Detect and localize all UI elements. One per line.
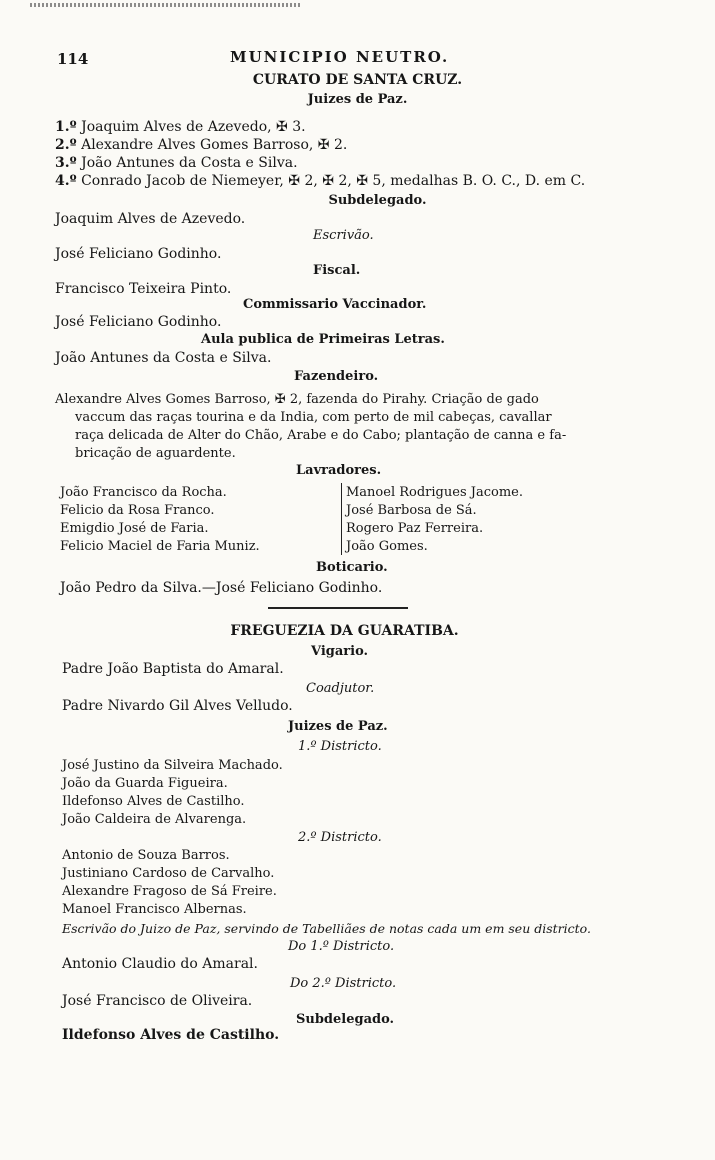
- running-title: MUNICIPIO NEUTRO.: [230, 48, 450, 66]
- page-number: 114: [57, 50, 89, 68]
- juiz-number: 2.º: [55, 137, 77, 153]
- distrito1-juiz-3: Ildefonso Alves de Castilho.: [62, 794, 245, 809]
- heading-escrivao: Escrivão.: [313, 228, 374, 243]
- lavrador-right-1: Manoel Rodrigues Jacome.: [346, 485, 523, 500]
- distrito2-juiz-2: Justiniano Cardoso de Carvalho.: [62, 866, 275, 881]
- heading-boticario: Boticario.: [316, 560, 388, 575]
- do1-name: Antonio Claudio do Amaral.: [62, 956, 258, 972]
- heading-commissario: Commissario Vaccinador.: [243, 297, 427, 312]
- juiz-name: João Antunes da Costa e Silva.: [81, 155, 298, 171]
- section-separator: [268, 607, 408, 609]
- heading-distrito-2: 2.º Districto.: [298, 830, 382, 845]
- subdelegado-guaratiba-name: Ildefonso Alves de Castilho.: [62, 1027, 280, 1043]
- commissario-name: José Feliciano Godinho.: [55, 314, 222, 330]
- lavrador-right-2: José Barbosa de Sá.: [346, 503, 477, 518]
- heading-coadjutor: Coadjutor.: [306, 681, 375, 696]
- lavrador-left-3: Emigdio José de Faria.: [60, 521, 209, 536]
- heading-aula-publica: Aula publica de Primeiras Letras.: [201, 332, 445, 347]
- heading-subdelegado-guaratiba: Subdelegado.: [296, 1012, 395, 1027]
- distrito1-juiz-1: José Justino da Silveira Machado.: [62, 758, 283, 773]
- juiz-name: Conrado Jacob de Niemeyer, ✠ 2, ✠ 2, ✠ 5, medalhas B. O. C., D. em C.: [81, 173, 586, 189]
- heading-vigario: Vigario.: [311, 644, 369, 659]
- distrito2-juiz-1: Antonio de Souza Barros.: [62, 848, 230, 863]
- juiz-entry-1: [55, 118, 306, 136]
- subdelegado-name: Joaquim Alves de Azevedo.: [55, 211, 246, 227]
- page-top-border: [30, 3, 300, 7]
- juiz-entry-2: [55, 136, 347, 154]
- fiscal-name: Francisco Teixeira Pinto.: [55, 281, 232, 297]
- juiz-entry-4: [55, 172, 585, 190]
- juiz-entry-3: [55, 154, 298, 172]
- fazendeiro-line-2: vaccum das raças tourina e da India, com perto de mil cabeças, cavallar: [75, 410, 552, 425]
- juiz-number: 1.º: [55, 119, 77, 135]
- lavrador-left-4: Felicio Maciel de Faria Muniz.: [60, 539, 260, 554]
- heading-lavradores: Lavradores.: [296, 463, 382, 478]
- coadjutor-name: Padre Nivardo Gil Alves Velludo.: [62, 698, 293, 714]
- section-title-freguezia: FREGUEZIA DA GUARATIBA.: [230, 623, 459, 639]
- vigario-name: Padre João Baptista do Amaral.: [62, 661, 284, 677]
- distrito2-juiz-3: Alexandre Fragoso de Sá Freire.: [62, 884, 277, 899]
- heading-juizes-de-paz: Juizes de Paz.: [307, 92, 408, 107]
- juiz-name: Joaquim Alves de Azevedo, ✠ 3.: [81, 119, 306, 135]
- heading-fiscal: Fiscal.: [313, 263, 361, 278]
- distrito1-juiz-2: João da Guarda Figueira.: [62, 776, 228, 791]
- heading-subdelegado: Subdelegado.: [328, 193, 427, 208]
- fazendeiro-line-4: bricação de aguardente.: [75, 446, 236, 461]
- juiz-name: Alexandre Alves Gomes Barroso, ✠ 2.: [81, 137, 348, 153]
- column-divider: [341, 483, 342, 555]
- fazendeiro-line-3: raça delicada de Alter do Chão, Arabe e do Cabo; plantação de canna e fa-: [75, 428, 567, 443]
- escrivao-name: José Feliciano Godinho.: [55, 246, 222, 262]
- distrito1-juiz-4: João Caldeira de Alvarenga.: [62, 812, 247, 827]
- do2-name: José Francisco de Oliveira.: [62, 993, 253, 1009]
- heading-fazendeiro: Fazendeiro.: [294, 369, 379, 384]
- heading-do-distrito-2: Do 2.º Districto.: [290, 976, 397, 991]
- juiz-number: 3.º: [55, 155, 77, 171]
- heading-do-distrito-1: Do 1.º Districto.: [288, 939, 395, 954]
- boticario-names: João Pedro da Silva.—José Feliciano Godinho.: [60, 580, 383, 596]
- heading-distrito-1: 1.º Districto.: [298, 739, 382, 754]
- lavrador-left-2: Felicio da Rosa Franco.: [60, 503, 215, 518]
- lavrador-left-1: João Francisco da Rocha.: [60, 485, 227, 500]
- fazendeiro-line-1: Alexandre Alves Gomes Barroso, ✠ 2, fazenda do Pirahy. Criação de gado: [55, 392, 539, 407]
- escrivao-note: Escrivão do Juizo de Paz, servindo de Tabelliães de notas cada um em seu districto.: [62, 921, 591, 936]
- section-title-curato: CURATO DE SANTA CRUZ.: [252, 72, 463, 88]
- juiz-number: 4.º: [55, 173, 77, 189]
- aula-name: João Antunes da Costa e Silva.: [55, 350, 272, 366]
- lavrador-right-3: Rogero Paz Ferreira.: [346, 521, 484, 536]
- heading-juizes-guaratiba: Juizes de Paz.: [288, 719, 388, 734]
- lavrador-right-4: João Gomes.: [346, 539, 428, 554]
- distrito2-juiz-4: Manoel Francisco Albernas.: [62, 902, 247, 917]
